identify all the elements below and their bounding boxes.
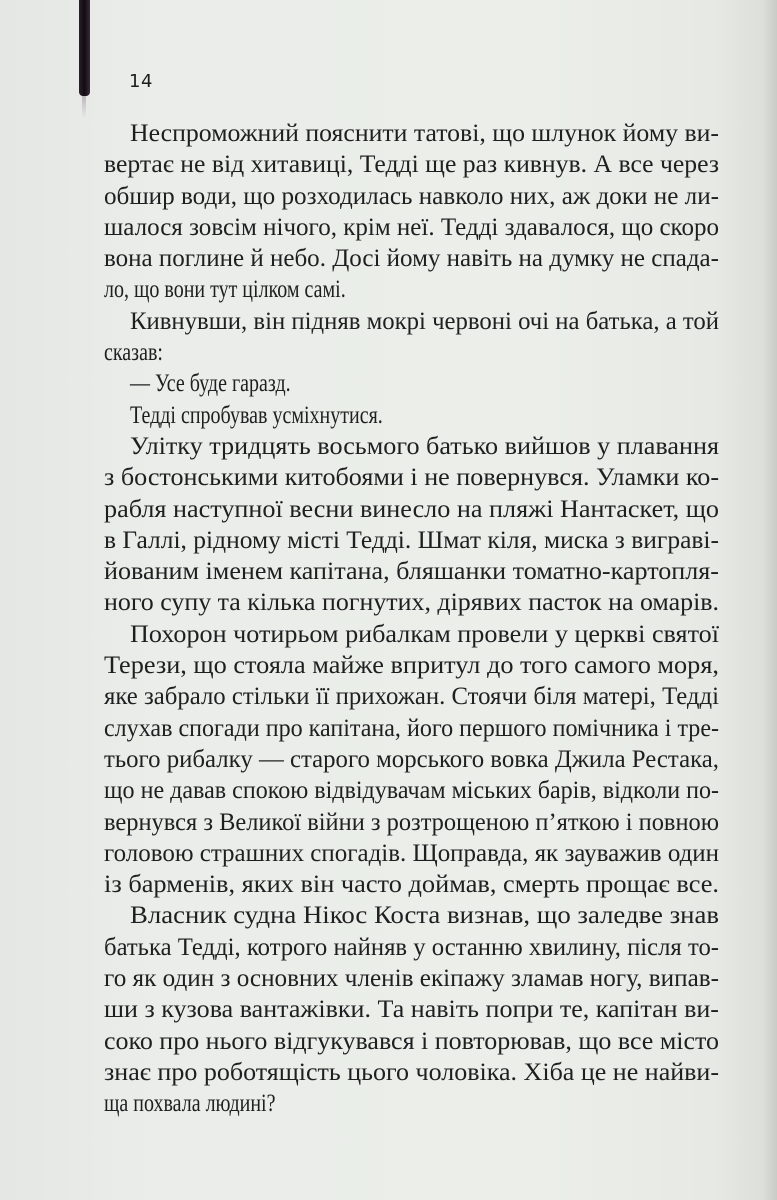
text-line [104, 1026, 719, 1057]
binding-edge-mark [79, 0, 90, 96]
text-line [104, 807, 719, 838]
text-line-content: вернувся з Великої війни з розтрощеною п’яткою і повною [104, 808, 720, 836]
text-line-content: ши з кузова вантажівки. Та навіть попри те, капітан ви- [104, 996, 719, 1024]
text-line [104, 181, 719, 212]
text-line [104, 1088, 719, 1119]
text-line-content: Улітку тридцять восьмого батько вийшов у плавання [130, 432, 719, 460]
text-line-content: Тедді спробував усміхнутися. [130, 401, 383, 429]
text-line-content: батька Тедді, котрого найняв у останню хвилину, після то- [104, 933, 720, 961]
text-line-content: сказав: [104, 339, 163, 367]
text-line [104, 619, 719, 650]
text-line-content: Кивнувши, він підняв мокрі червоні очі на батька, а той [130, 307, 720, 335]
text-line [104, 306, 719, 337]
text-line-content: головою страшних спогадів. Щоправда, як зауважив один [104, 839, 720, 867]
text-line-content: слухав спогади про капітана, його першого помічника і тре- [104, 714, 720, 742]
text-line [104, 243, 719, 274]
text-line [104, 431, 719, 462]
text-line-content: Похорон чотирьом рибалкам провели у церкві святої [130, 620, 719, 648]
text-line-content: знає про роботящість цього чоловіка. Хіба це не найви- [104, 1058, 720, 1086]
text-line-content: рабля наступної весни винесло на пляжі Нантаскет, що [104, 495, 719, 523]
text-line [104, 149, 719, 180]
text-line-content: з бостонськими китобоями і не повернувся. Уламки ко- [104, 464, 720, 492]
text-line-content: го як один з основних членів екіпажу зламав ногу, випав- [104, 965, 719, 993]
text-line-content: вона поглине й небо. Досі йому навіть на думку не спада- [104, 245, 719, 273]
text-line-content: в Галлі, рідному місті Тедді. Шмат кіля, миска з виграві- [104, 526, 719, 554]
text-line-content: вертає не від хитавиці, Тедді ще раз кивнув. А все через [104, 151, 720, 179]
text-line [104, 900, 719, 931]
text-line-content: — Усе буде гаразд. [130, 370, 291, 398]
text-line [104, 775, 719, 806]
text-line [104, 1057, 719, 1088]
text-line-content: яке забрало стільки її прихожан. Стоячи біля матері, Тедді [104, 683, 719, 711]
text-line [104, 963, 719, 994]
text-line [104, 838, 719, 869]
page-edge-shadow [763, 0, 777, 1200]
text-line [104, 932, 719, 963]
text-line-content: Терези, що стояла майже впритул до того самого моря, [104, 652, 719, 680]
page-number: 14 [129, 71, 153, 92]
text-line-content: обшир води, що розходилась навколо них, аж доки не ли- [104, 182, 720, 210]
text-line-content: йованим іменем капітана, бляшанки томатно-картопля- [104, 558, 719, 586]
text-line-content: шалося зовсім нічого, крім неї. Тедді здавалося, що скоро [104, 213, 719, 241]
text-line [104, 462, 719, 493]
text-line-content: із барменів, яких він часто доймав, смерть прощає все. [104, 871, 720, 899]
text-line [104, 368, 719, 399]
text-line-content: тього рибалку — старого морського вовка Джила Рестака, [104, 745, 719, 773]
text-line [104, 744, 719, 775]
text-line [104, 274, 719, 305]
text-line [104, 337, 719, 368]
text-line [104, 650, 719, 681]
body-text [104, 118, 719, 1120]
text-line [104, 400, 719, 431]
text-line [104, 587, 719, 618]
text-line-content: Неспроможний пояснити татові, що шлунок йому ви- [130, 120, 719, 147]
text-line [104, 556, 719, 587]
text-line-content: ного супу та кілька погнутих, дірявих пасток на омарів. [104, 589, 720, 617]
text-line [104, 525, 719, 556]
text-line [104, 118, 719, 149]
text-line-content: ща похвала людині? [104, 1090, 276, 1118]
text-line-content: що не давав спокою відвідувачам міських барів, відколи по- [104, 777, 720, 805]
text-line [104, 212, 719, 243]
text-line [104, 713, 719, 744]
text-line [104, 681, 719, 712]
text-line-content: Власник судна Нікос Коста визнав, що заледве знав [130, 902, 719, 930]
text-line [104, 494, 719, 525]
text-line [104, 994, 719, 1025]
text-line [104, 869, 719, 900]
text-line-content: ло, що вони тут цілком самі. [104, 276, 346, 304]
text-line-content: соко про нього відгукувався і повторював, що все місто [104, 1027, 720, 1055]
